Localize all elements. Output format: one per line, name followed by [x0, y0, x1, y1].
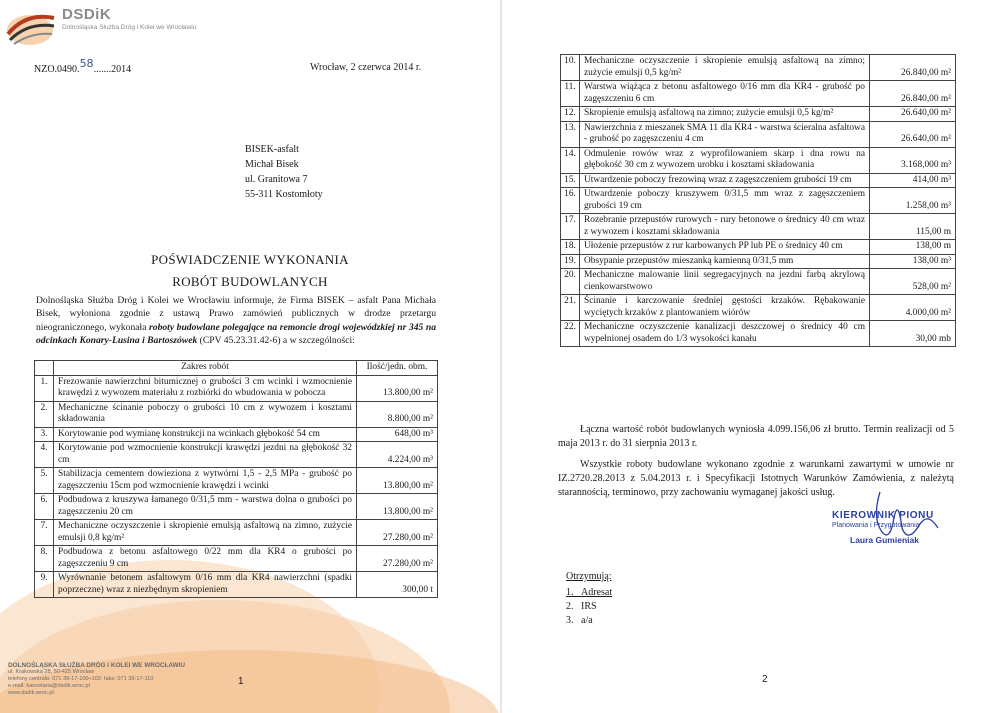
footer-address: ul. Krakowska 28, 50-425 Wrocław [8, 669, 95, 675]
row-number: 19. [561, 254, 580, 269]
document-date: Wrocław, 2 czerwca 2014 r. [310, 62, 422, 73]
row-quantity: 4.224,00 m³ [357, 442, 438, 468]
row-number: 16. [561, 188, 580, 214]
row-number: 7. [35, 520, 54, 546]
addressee-line: Michał Bisek [245, 159, 299, 170]
row-description: Obsypanie przepustów mieszanką kamienną 0/31,5 mm [580, 254, 870, 269]
row-quantity: 138,00 m [870, 240, 956, 255]
works-table-page-1 [34, 360, 438, 598]
reference-prefix: NZO.0490. [34, 64, 80, 75]
stamp-name: Laura Gumieniak [850, 535, 919, 545]
document-page-2 [502, 0, 996, 713]
row-quantity: 13.800,00 m² [357, 468, 438, 494]
row-number: 17. [561, 214, 580, 240]
logo-title: DSDiK [62, 6, 112, 23]
table-row [561, 295, 956, 321]
recipients-heading: Otrzymują: [566, 571, 612, 582]
row-quantity: 13.800,00 m² [357, 375, 438, 401]
row-description: Mechaniczne oczyszczenie i skropienie emulsją asfaltową na zimno; zużycie emulsji 0,5 kg/m² [580, 55, 870, 81]
footer-org: DOLNOŚLĄSKA SŁUŻBA DRÓG I KOLEI WE WROCŁAWIU [8, 662, 186, 669]
page-number: 1 [238, 676, 244, 687]
row-quantity: 4.000,00 m² [870, 295, 956, 321]
stamp-title: KIEROWNIK PIONU [832, 510, 934, 521]
table-row [561, 121, 956, 147]
row-quantity: 26.640,00 m² [870, 121, 956, 147]
stamp-subtitle: Planowania i Przygotowania [832, 522, 920, 529]
row-number: 15. [561, 173, 580, 188]
table-row [561, 240, 956, 255]
row-quantity: 648,00 m³ [357, 427, 438, 442]
reference-handwritten-number: 58 [79, 57, 94, 70]
row-description: Rozebranie przepustów rurowych - rury betonowe o średnicy 40 cm wraz z wywozem i kosztami składowania [580, 214, 870, 240]
recipient-name: IRS [581, 601, 597, 612]
row-description: Nawierzchnia z mieszanek SMA 11 dla KR4 - warstwa ścieralna asfaltowa - grubość po zagęszczeniu 4 cm [580, 121, 870, 147]
row-quantity: 8.800,00 m² [357, 401, 438, 427]
row-quantity: 26.840,00 m² [870, 81, 956, 107]
row-quantity: 528,00 m² [870, 269, 956, 295]
row-description: Wyrównanie betonem asfaltowym 0/16 mm dla KR4 nawierzchni (spadki poprzeczne) wraz z niezbędnym skropieniem [54, 572, 357, 598]
row-description: Utwardzenie poboczy kruszywem 0/31,5 mm wraz z zagęszczeniem grubości 19 cm [580, 188, 870, 214]
page-number: 2 [762, 674, 768, 685]
table-row [35, 375, 438, 401]
table-row [561, 321, 956, 347]
row-number: 10. [561, 55, 580, 81]
row-quantity: 1.258,00 m³ [870, 188, 956, 214]
row-description: Warstwa wiążąca z betonu asfaltowego 0/16 mm dla KR4 - grubość po zagęszczeniu 6 cm [580, 81, 870, 107]
table-row [35, 572, 438, 598]
table-header-quantity: Ilość/jedn. obm. [357, 361, 438, 376]
row-quantity: 300,00 t [357, 572, 438, 598]
recipient-item [566, 586, 612, 600]
table-row [35, 468, 438, 494]
table-row [35, 427, 438, 442]
reference-number [34, 57, 132, 75]
row-description: Korytowanie pod wymianę konstrukcji na wcinkach głębokość 54 cm [54, 427, 357, 442]
intro-text-end: (CPV 45.23.31.42-6) a w szczególności: [199, 335, 355, 347]
row-description: Mechaniczne malowanie linii segregacyjnych na jezdni farbą akrylową cienkowarstwowo [580, 269, 870, 295]
recipient-item [566, 600, 612, 614]
row-description: Korytowanie pod wzmocnienie konstrukcji krawędzi jezdni na głębokość 32 cm [54, 442, 357, 468]
table-header-scope: Zakres robót [54, 361, 357, 376]
row-quantity: 13.800,00 m² [357, 494, 438, 520]
row-number: 4. [35, 442, 54, 468]
row-quantity: 27.280,00 m² [357, 520, 438, 546]
table-row [561, 188, 956, 214]
row-description: Mechaniczne ścinanie poboczy o grubości 10 cm z wywozem i kosztami składowania [54, 401, 357, 427]
row-number: 14. [561, 147, 580, 173]
row-number: 12. [561, 107, 580, 122]
table-row [35, 442, 438, 468]
document-title-line-2: ROBÓT BUDOWLANYCH [172, 274, 328, 289]
recipient-number: 1. [566, 587, 574, 598]
table-row [561, 107, 956, 122]
intro-paragraph [36, 294, 436, 348]
row-quantity: 26.840,00 m² [870, 55, 956, 81]
table-row [561, 81, 956, 107]
table-row [561, 254, 956, 269]
recipient-name: a/a [581, 615, 593, 626]
recipients-list [566, 570, 612, 628]
row-description: Ścinanie i karczowanie średniej gęstości krzaków. Rębakowanie wyciętych krzaków z plantowaniem wiórów [580, 295, 870, 321]
footer-www: www.dsdik.wroc.pl [8, 690, 54, 696]
table-row [35, 546, 438, 572]
row-description: Podbudowa z betonu asfaltowego 0/22 mm dla KR4 o grubości po zagęszczeniu 9 cm [54, 546, 357, 572]
footer-phones: telefony centrala: 071 39-17-100÷102; faks: 071 39-17-110 [8, 676, 154, 682]
row-number: 9. [35, 572, 54, 598]
addressee-line: ul. Granitowa 7 [245, 174, 308, 185]
row-quantity: 414,00 m³ [870, 173, 956, 188]
row-description: Mechaniczne oczyszczenie kanalizacji deszczowej o średnicy 40 cm wypełnionej osadem do 1/3 wysokości kanału [580, 321, 870, 347]
rail-road-logo-icon [6, 4, 56, 48]
row-quantity: 26.640,00 m² [870, 107, 956, 122]
row-number: 2. [35, 401, 54, 427]
row-number: 3. [35, 427, 54, 442]
addressee-line: 55-311 Kostomłoty [245, 189, 323, 200]
table-row [561, 173, 956, 188]
table-row [35, 494, 438, 520]
row-quantity: 115,00 m [870, 214, 956, 240]
reference-suffix: .......2014 [93, 64, 132, 75]
footer-contact [8, 662, 185, 697]
recipient-item [566, 614, 612, 628]
table-row [35, 401, 438, 427]
recipient-number: 2. [566, 601, 574, 612]
row-description: Ułożenie przepustów z rur karbowanych PP lub PE o średnicy 40 cm [580, 240, 870, 255]
row-number: 20. [561, 269, 580, 295]
table-row [561, 147, 956, 173]
row-number: 1. [35, 375, 54, 401]
compliance-paragraph: Wszystkie roboty budowlane wykonano zgodnie z warunkami zawartymi w umowie nr IZ.2720.28.2013 z 5.04.2013 r. i Specyfikacji Istotnych Warunków Zamówienia, z należytą starannością, terminowo, przy zachowaniu wymaganej jakości usług. [558, 459, 954, 498]
row-quantity: 30,00 mb [870, 321, 956, 347]
recipient-number: 3. [566, 615, 574, 626]
official-stamp [832, 510, 934, 545]
row-description: Stabilizacja cementem dowieziona z wytwórni 1,5 - 2,5 MPa - grubość po zagęszczeniu 15cm pod wzmocnienie krawędzi i wcinki [54, 468, 357, 494]
table-row [35, 520, 438, 546]
table-header-number [35, 361, 54, 376]
row-number: 8. [35, 546, 54, 572]
table-row [561, 214, 956, 240]
row-description: Frezowanie nawierzchni bitumicznej o grubości 3 cm wcinki i wzmocnienie krawędzi z wywozem materiału z rozbiórki do wbudowania w pobocza [54, 375, 357, 401]
intro-emphasis: roboty budowlane polegające na remoncie drogi wojewódzkiej nr 345 na odcinkach Konary-Lusina i Bartoszówek [36, 321, 436, 347]
row-number: 11. [561, 81, 580, 107]
total-value-paragraph: Łączna wartość robót budowlanych wyniosła 4.099.156,06 zł brutto. Termin realizacji od 5 maja 2013 r. do 31 sierpnia 2013 r. [558, 424, 954, 449]
row-number: 22. [561, 321, 580, 347]
intro-text: Dolnośląska Służba Dróg i Kolei we Wrocławiu informuje, że Firma BISEK – asfalt Pana Michała Bisek, wyłoniona zgodnie z ustawą Prawo zamówień publicznych w drodze przetargu nieograniczonego, wykonała [36, 295, 436, 333]
logo-subtitle: Dolnośląska Służba Dróg i Kolei we Wrocławiu [62, 24, 197, 31]
row-number: 21. [561, 295, 580, 321]
row-number: 6. [35, 494, 54, 520]
table-row [561, 269, 956, 295]
row-quantity: 3.168,000 m³ [870, 147, 956, 173]
row-quantity: 27.280,00 m² [357, 546, 438, 572]
row-description: Utwardzenie poboczy frezowiną wraz z zagęszczeniem grubości 19 cm [580, 173, 870, 188]
footer-email: e-mail: kancelaria@dsdik.wroc.pl [8, 683, 90, 689]
addressee-line: BISEK-asfalt [245, 144, 299, 155]
row-number: 13. [561, 121, 580, 147]
document-title: POŚWIADCZENIE WYKONANIA [151, 252, 349, 267]
row-description: Skropienie emulsją asfaltową na zimno; zużycie emulsji 0,5 kg/m² [580, 107, 870, 122]
row-number: 5. [35, 468, 54, 494]
row-quantity: 138,00 m³ [870, 254, 956, 269]
row-description: Mechaniczne oczyszczenie i skropienie emulsją asfaltową na zimno, zużycie emulsji 0,8 kg/m² [54, 520, 357, 546]
row-number: 18. [561, 240, 580, 255]
addressee-block [245, 142, 323, 202]
works-table-page-2 [560, 54, 956, 347]
table-row [561, 55, 956, 81]
recipient-name: Adresat [581, 587, 613, 598]
row-description: Odmulenie rowów wraz z wyprofilowaniem skarp i dna rowu na głębokość 30 cm z wywozem urobku i kosztami składowania [580, 147, 870, 173]
row-description: Podbudowa z kruszywa łamanego 0/31,5 mm - warstwa dolna o grubości po zagęszczeniu 20 cm [54, 494, 357, 520]
